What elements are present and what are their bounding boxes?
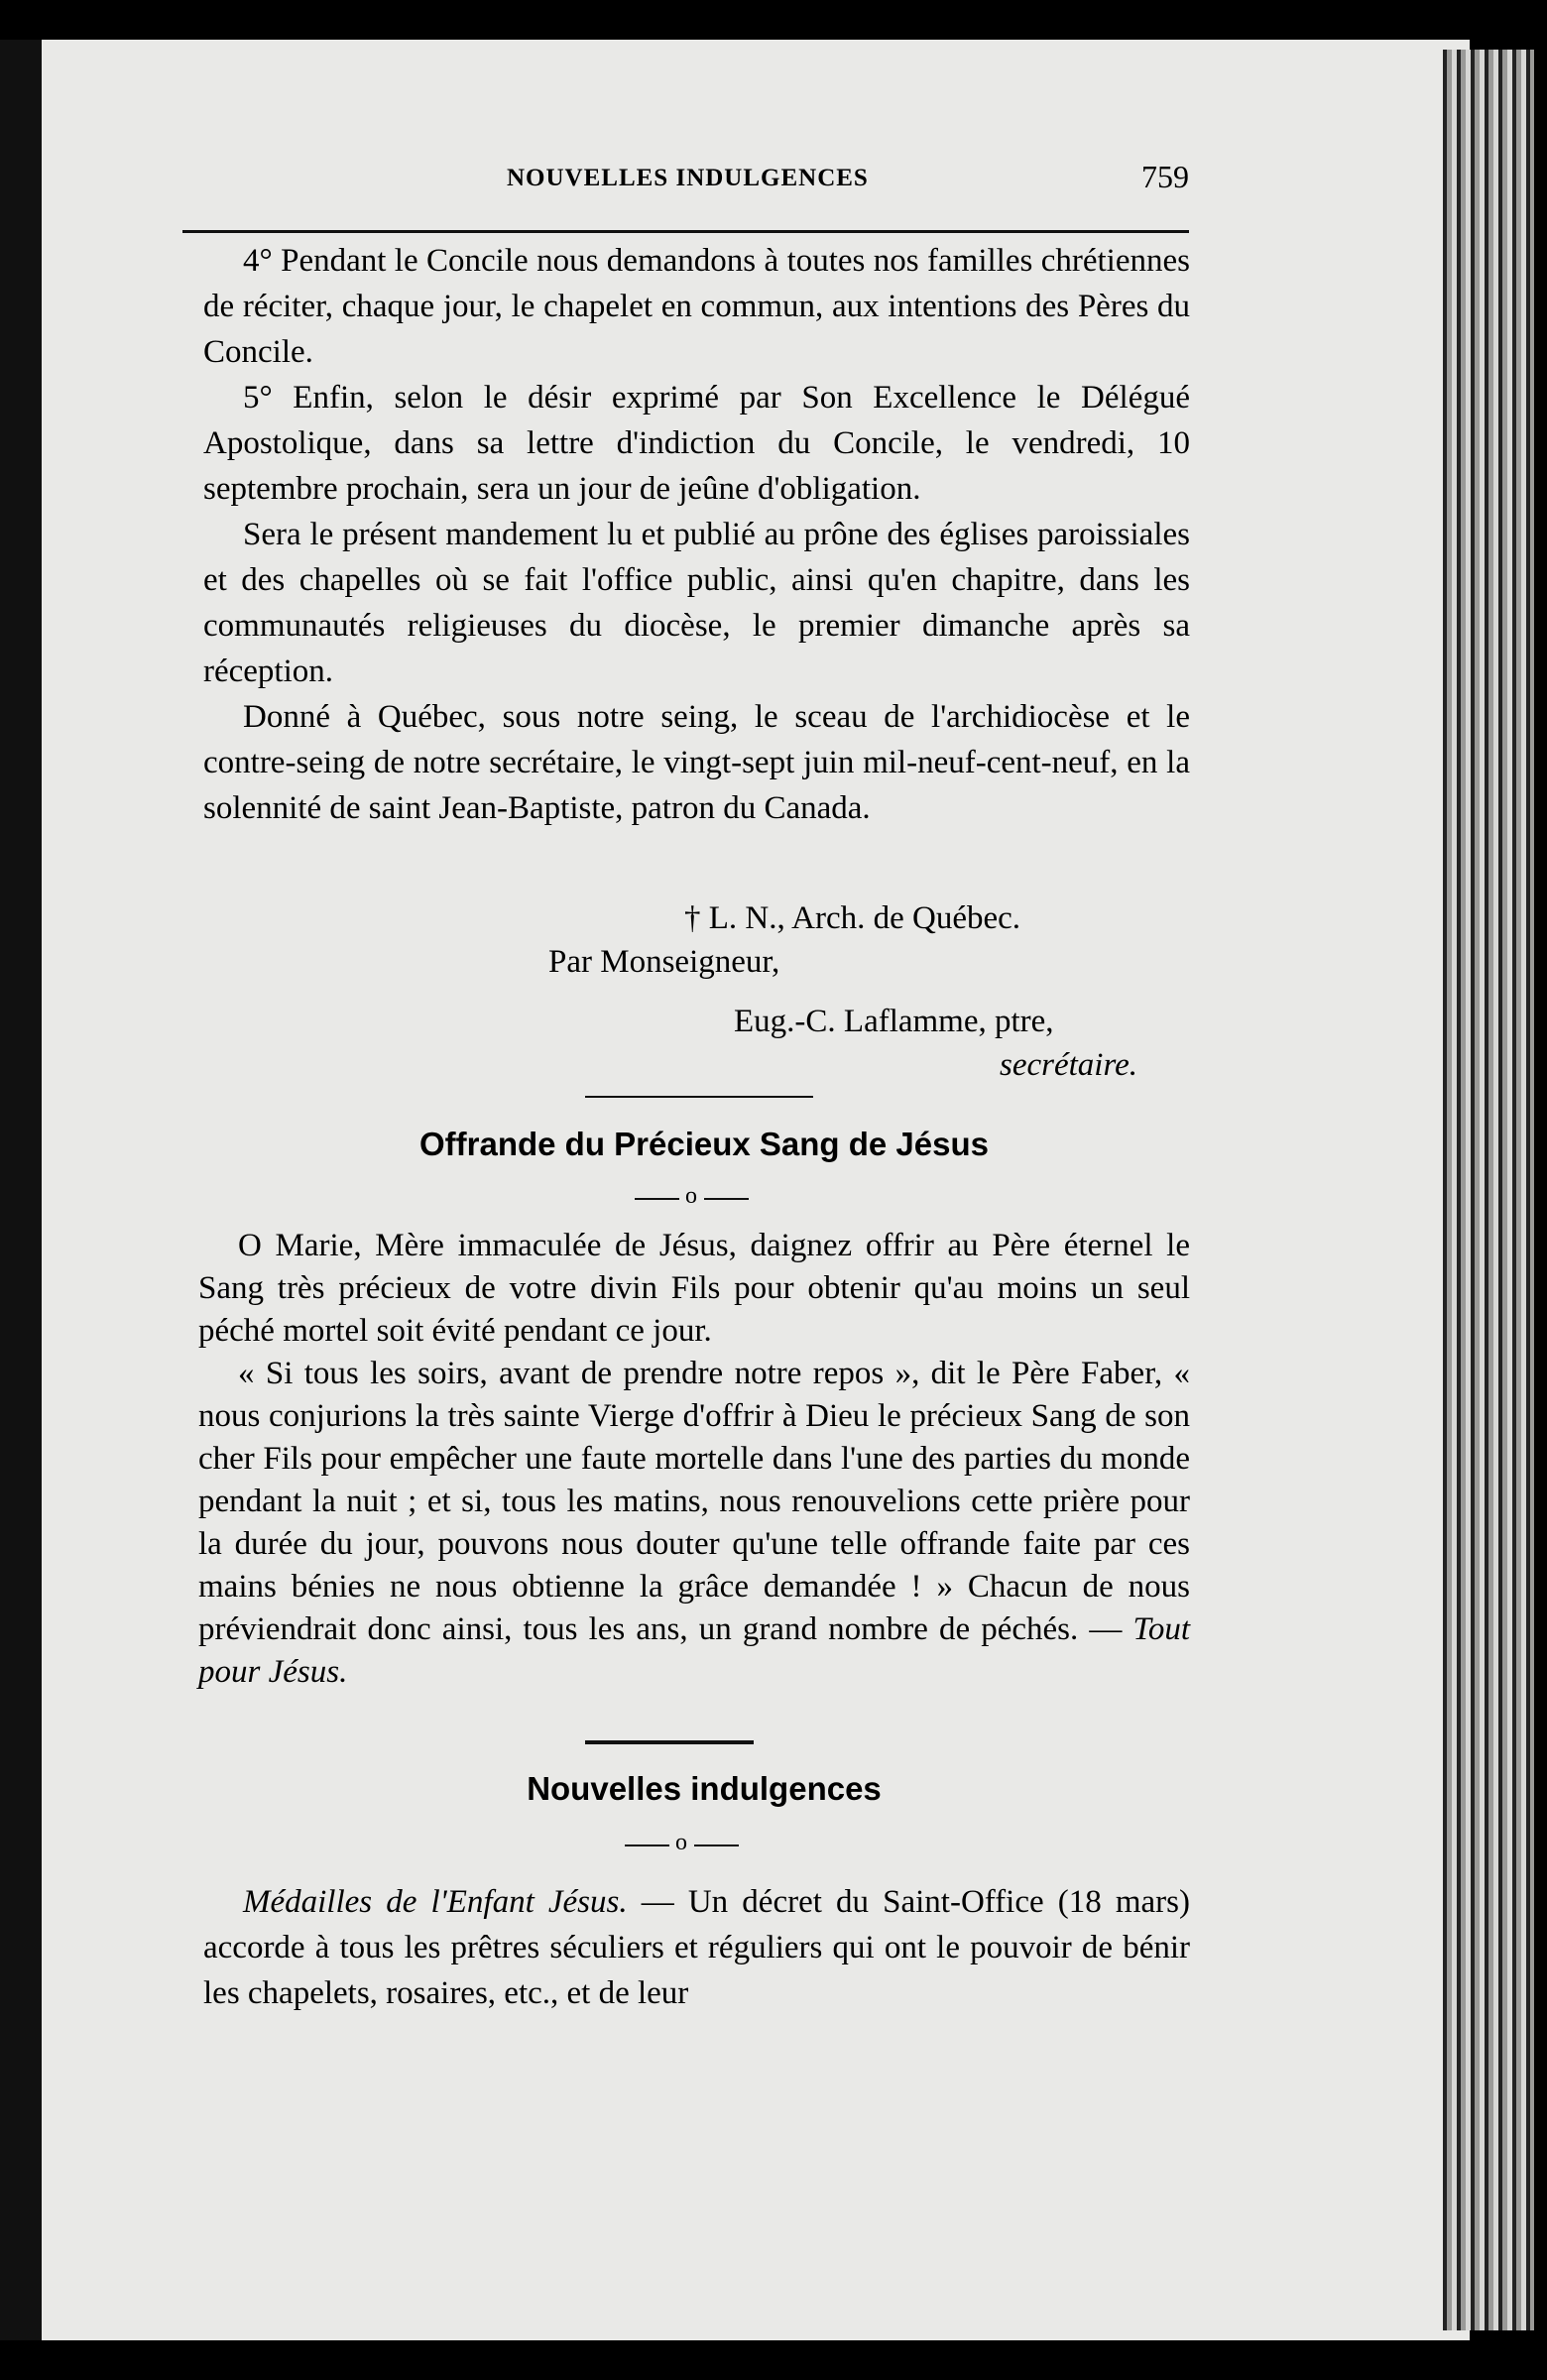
- signature-secretary-title: secrétaire.: [1000, 1047, 1137, 1083]
- italic-lead: Médailles de l'Enfant Jésus.: [243, 1884, 628, 1920]
- paragraph: Donné à Québec, sous notre seing, le sceau de l'archidiocèse et le contre-seing de notre secrétaire, le vingt-sept juin mil-neuf-cent-neuf, en la solennité de saint Jean-Baptiste, patron du Canada.: [203, 699, 1190, 826]
- attribution: Tout pour Jésus.: [198, 1611, 1190, 1690]
- paragraph: [203, 1879, 1190, 2016]
- running-header: [179, 157, 1189, 196]
- separator-line: [704, 1198, 749, 1200]
- indulgences-text: [203, 1879, 1190, 2016]
- signature-par: Par Monseigneur,: [548, 944, 780, 980]
- separator-circle: o: [675, 1830, 687, 1855]
- section-divider: [585, 1740, 754, 1744]
- running-title: NOUVELLES INDULGENCES: [507, 165, 869, 191]
- paragraph: 5° Enfin, selon le désir exprimé par Son Excellence le Délégué Apostolique, dans sa lettre d'indiction du Concile, le vendredi, 10 septembre prochain, sera un jour de jeûne d'obligation.: [203, 380, 1190, 507]
- signature-archbishop: † L. N., Arch. de Québec.: [684, 900, 1021, 936]
- separator-line: [635, 1198, 679, 1200]
- section-divider: [585, 1096, 813, 1098]
- paragraph-text: — Un décret du Saint-Office (18 mars) accorde à tous les prêtres séculiers et réguliers qui ont le pouvoir de bénir les chapelets, rosaires, etc., et de leur: [203, 1884, 1190, 2011]
- separator-line: [625, 1844, 669, 1846]
- section-heading: Offrande du Précieux Sang de Jésus: [418, 1126, 990, 1162]
- header-rule: [182, 230, 1189, 233]
- offrande-text: [198, 1225, 1190, 1694]
- paragraph: Sera le présent mandement lu et publié au prône des églises paroissiales et des chapelles où se fait l'office public, ainsi qu'en chapitre, dans les communautés religieuses du diocèse, le premier dimanche après sa réception.: [203, 517, 1190, 689]
- paragraph-text: « Si tous les soirs, avant de prendre notre repos », dit le Père Faber, « nous conjurions la très sainte Vierge d'offrir à Dieu le précieux Sang de son cher Fils pour empêcher une faute mortelle dans l'une des parties du monde pendant la nuit ; et si, tous les matins, nous renouvelions cette prière pour la durée du jour, pouvons nous douter qu'une telle offrande faite par ces mains bénies ne nous obtienne la grâce demandée ! » Chacun de nous préviendrait donc ainsi, tous les ans, un grand nombre de péchés. —: [198, 1356, 1190, 1647]
- separator-circle: o: [685, 1183, 697, 1209]
- section-heading: Nouvelles indulgences: [527, 1770, 882, 1807]
- signature-secretary-name: Eug.-C. Laflamme, ptre,: [734, 1004, 1054, 1039]
- separator-line: [694, 1844, 739, 1846]
- page-number: 759: [1141, 159, 1189, 194]
- book-gutter: [0, 40, 42, 2340]
- paragraph: O Marie, Mère immaculée de Jésus, daignez offrir au Père éternel le Sang très précieux de votre divin Fils pour obtenir qu'au moins un seul péché mortel soit évité pendant ce jour.: [198, 1228, 1190, 1349]
- page-edges: [1443, 50, 1534, 2330]
- mandement-text: [203, 238, 1190, 831]
- paragraph: [198, 1353, 1190, 1694]
- paragraph: 4° Pendant le Concile nous demandons à toutes nos familles chrétiennes de réciter, chaque jour, le chapelet en commun, aux intentions des Pères du Concile.: [203, 243, 1190, 370]
